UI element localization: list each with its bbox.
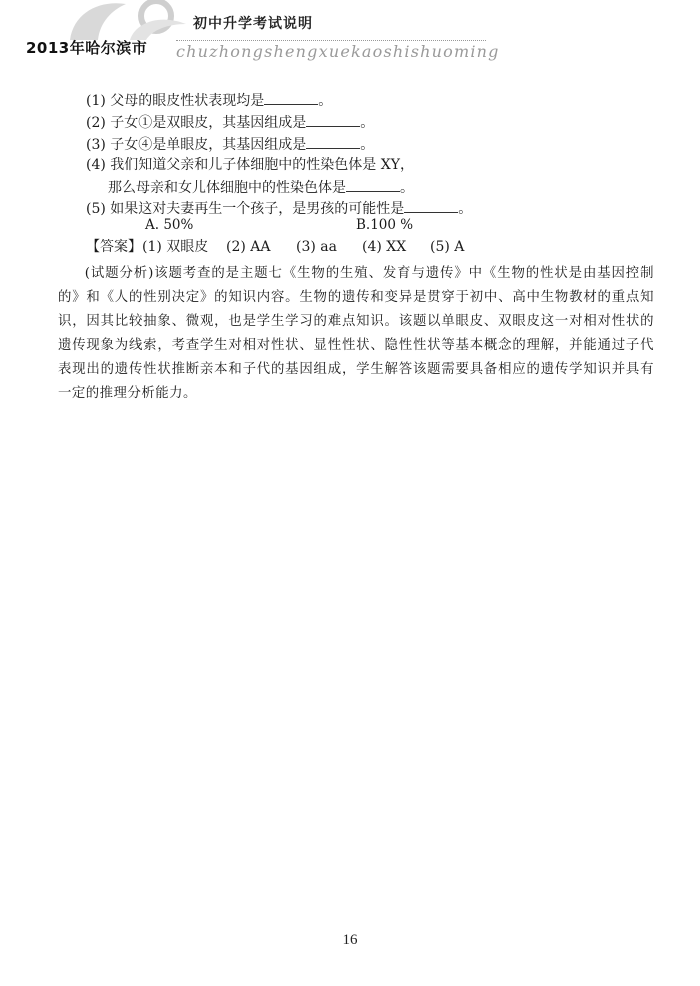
answer-item-3: (3) aa (296, 239, 337, 255)
question-label: (3) (86, 137, 106, 153)
question-suffix: 。 (318, 93, 333, 109)
question-text: 那么母亲和女儿体细胞中的性染色体是 (108, 180, 346, 196)
question-4-line-2 (108, 177, 414, 198)
answer-label: 【答案】 (86, 239, 142, 255)
answer-line (86, 236, 464, 256)
question-text: 子女①是双眼皮，其基因组成是 (110, 115, 307, 131)
analysis-paragraph: (试题分析)该题考查的是主题七《生物的生殖、发育与遗传》中《生物的性状是由基因控制的》和《人的性别决定》的知识内容。生物的遗传和变异是贯穿于初中、高中生物教材的重点知识，因其比较抽象、微观，也是学生学习的难点知识。该题以单眼皮、双眼皮这一对相对性状的遗传现象为线索，考查学生对相对性状、显性性状、隐性性状等基本概念的理解，并能通过子代表现出的遗传性状推断亲本和子代的基因组成，学生解答该题需要具备相应的遗传学知识并具有一定的推理分析能力。 (58, 266, 654, 401)
answer-item-5: (5) A (430, 239, 465, 255)
answer-blank (306, 112, 360, 127)
answer-item-4: (4) XX (362, 239, 407, 255)
question-label: (2) (86, 115, 106, 131)
question-suffix: 。 (458, 201, 473, 217)
answer-blank (404, 198, 458, 213)
analysis-block (58, 262, 654, 406)
question-4 (86, 155, 414, 175)
question-label: (5) (86, 201, 106, 217)
answer-item-1: (1) 双眼皮 (142, 239, 209, 255)
header-pinyin: chuzhongshengxuekaoshishuoming (176, 42, 500, 61)
question-5 (86, 198, 472, 219)
header-title: 初中升学考试说明 (193, 16, 313, 32)
question-text: 子女④是单眼皮，其基因组成是 (110, 137, 307, 153)
question-text: 如果这对夫妻再生一个孩子，是男孩的可能性是 (110, 201, 405, 217)
question-suffix: 。 (360, 115, 375, 131)
answer-blank (264, 90, 318, 105)
question-text: 我们知道父亲和儿子体细胞中的性染色体是 XY， (110, 157, 414, 173)
option-a: A. 50% (145, 217, 194, 233)
answer-item-2: (2) AA (226, 239, 271, 255)
question-label: (4) (86, 157, 106, 173)
answer-blank (346, 177, 400, 192)
header-swirl-icon (60, 0, 200, 40)
question-1 (86, 90, 332, 111)
page-number: 16 (342, 932, 358, 948)
question-2 (86, 112, 374, 133)
question-suffix: 。 (400, 180, 414, 196)
answer-blank (306, 134, 360, 149)
option-b: B.100 % (356, 217, 414, 233)
header-divider (176, 40, 486, 41)
question-3 (86, 134, 374, 155)
question-text: 父母的眼皮性状表现均是 (110, 93, 265, 109)
question-suffix: 。 (360, 137, 375, 153)
question-label: (1) (86, 93, 106, 109)
header-city-year: 2013年哈尔滨市 (26, 39, 148, 57)
